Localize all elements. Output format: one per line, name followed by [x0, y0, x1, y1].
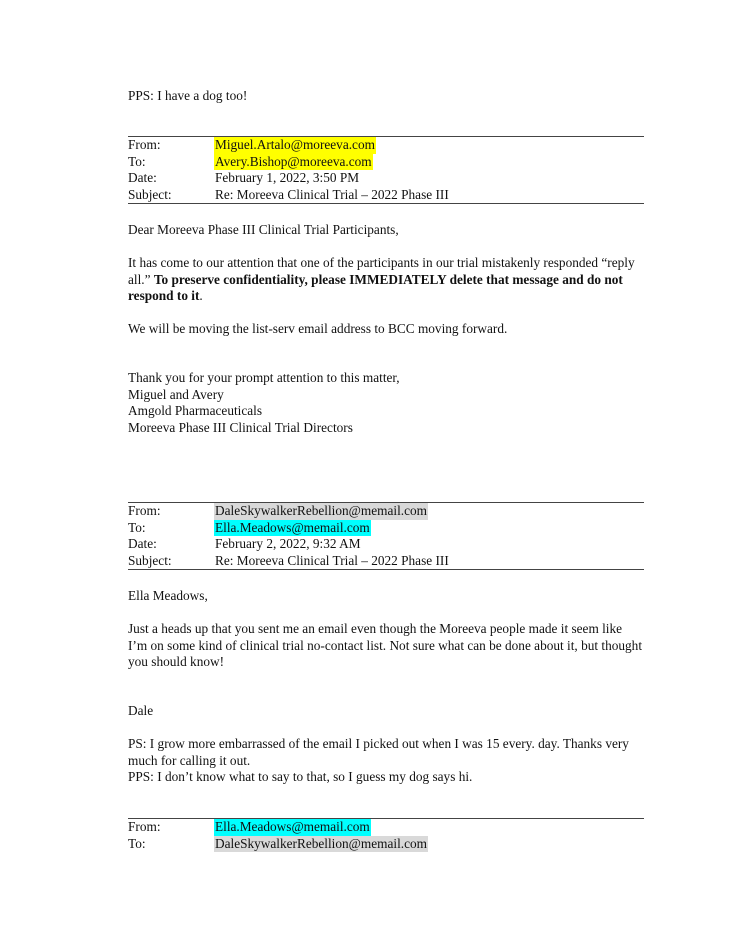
email2-header — [128, 502, 644, 570]
sig-line: Thank you for your prompt attention to this matter, — [128, 370, 400, 385]
email3-header — [128, 818, 644, 852]
subject-label: Subject: — [128, 552, 172, 568]
email1-paragraph-2: We will be moving the list-serv email address to BCC moving forward. — [128, 321, 508, 336]
p1-plain: It has come to our attention that one of the participants in our trial mistakenly responded “reply all.” — [128, 255, 635, 287]
sig-line: Moreeva Phase III Clinical Trial Directors — [128, 419, 353, 435]
subject-label: Subject: — [128, 186, 172, 202]
to-address: Ella.Meadows@memail.com — [215, 519, 370, 535]
email1-signature — [128, 370, 644, 436]
to-label: To: — [128, 519, 146, 535]
sig-line: Amgold Pharmaceuticals — [128, 403, 263, 418]
email2-greeting: Ella Meadows, — [128, 588, 208, 603]
email2-ps: PS: I grow more embarrassed of the email I picked out when I was 15 every. day. Thanks very much for calling it out. — [128, 736, 629, 768]
date-label: Date: — [128, 536, 157, 551]
from-label: From: — [128, 819, 161, 834]
top-pps: PPS: I have a dog too! — [128, 88, 248, 103]
email1-greeting: Dear Moreeva Phase III Clinical Trial Participants, — [128, 222, 399, 237]
email1-paragraph-1 — [128, 255, 644, 305]
date-value: February 2, 2022, 9:32 AM — [215, 536, 361, 551]
email2-sign: Dale — [128, 703, 154, 718]
to-label: To: — [128, 153, 146, 169]
date-label: Date: — [128, 170, 157, 185]
subject-value: Re: Moreeva Clinical Trial – 2022 Phase III — [215, 186, 449, 202]
from-label: From: — [128, 503, 161, 518]
subject-value: Re: Moreeva Clinical Trial – 2022 Phase III — [215, 552, 449, 568]
date-value: February 1, 2022, 3:50 PM — [215, 170, 360, 185]
from-address: Miguel.Artalo@moreeva.com — [215, 137, 375, 152]
email1-header — [128, 136, 644, 204]
from-address: Ella.Meadows@memail.com — [215, 819, 370, 834]
to-address: Avery.Bishop@moreeva.com — [215, 153, 372, 169]
email2-pps: PPS: I don’t know what to say to that, so I guess my dog says hi. — [128, 769, 473, 784]
p1-end: . — [199, 288, 203, 303]
from-label: From: — [128, 137, 161, 152]
p1-bold: To preserve confidentiality, please IMMEDIATELY delete that message and do not respond to it — [128, 271, 623, 303]
to-label: To: — [128, 835, 146, 851]
sig-line: Miguel and Avery — [128, 386, 224, 402]
from-address: DaleSkywalkerRebellion@memail.com — [215, 503, 428, 518]
to-address: DaleSkywalkerRebellion@memail.com — [215, 835, 428, 851]
email2-paragraph-1: Just a heads up that you sent me an email even though the Moreeva people made it seem like I’m on some kind of clinical trial no-contact list. Not sure what can be done about it, but thought you should know! — [128, 621, 643, 669]
